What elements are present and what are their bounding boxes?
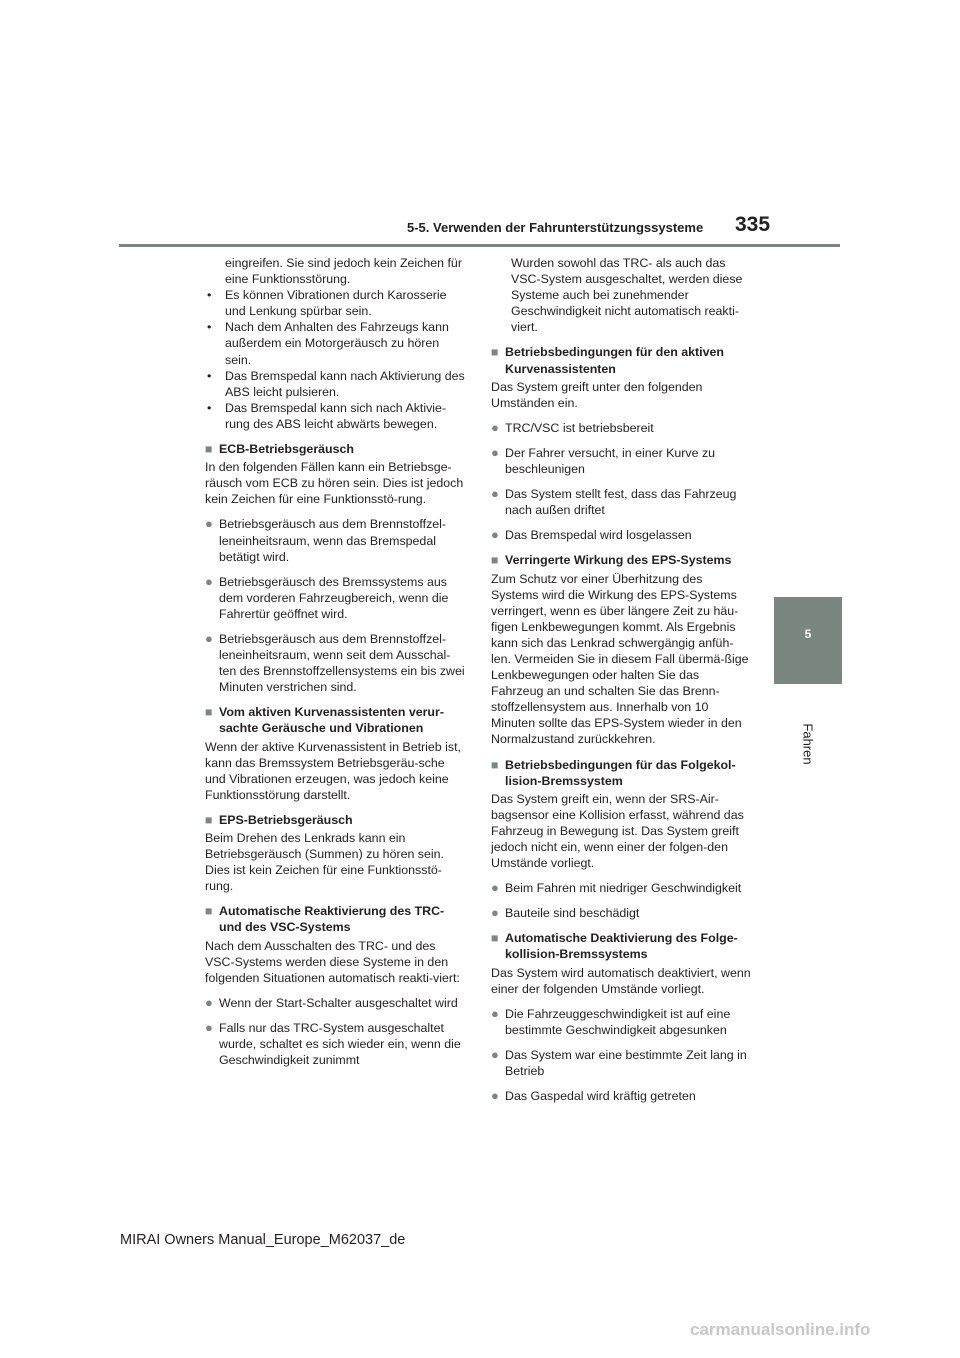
- section-title: 5-5. Verwenden der Fahrunterstützungssysteme: [407, 220, 704, 235]
- square-bullet-icon: ■: [491, 757, 499, 772]
- section-heading: ■ Betriebsbedingungen für den aktiven Kurvenassistenten: [491, 345, 724, 376]
- right-intro: Wurden sowohl das TRC- als auch das VSC-System ausgeschaltet, werden diese Systeme auch bei zunehmender Geschwindigkeit nicht automatisch reakti-viert.: [511, 256, 743, 335]
- list-item: ● Das System war eine bestimmte Zeit lang in Betrieb: [491, 1046, 747, 1079]
- list-item: • Nach dem Anhalten des Fahrzeugs kann außerdem ein Motorgeräusch zu hören sein.: [207, 320, 449, 367]
- square-bullet-icon: ■: [491, 345, 499, 360]
- circle-bullet-icon: ●: [491, 1046, 499, 1062]
- section-heading: ■ ECB-Betriebsgeräusch: [205, 442, 354, 457]
- square-bullet-icon: ■: [491, 931, 499, 946]
- circle-bullet-icon: ●: [491, 444, 499, 460]
- watermark: carmanualsonline.info: [690, 1320, 871, 1339]
- right-column: [491, 255, 751, 1113]
- section-heading: ■ Automatische Reaktivierung des TRC- und des VSC-Systems: [205, 904, 445, 935]
- section-heading: ■ Verringerte Wirkung des EPS-Systems: [491, 553, 732, 568]
- paragraph: Wenn der aktive Kurvenassistent in Betrieb ist, kann das Bremssystem Betriebsgeräu-sche und Vibrationen erzeugen, was jedoch keine Funktionsstörung darstellt.: [205, 739, 461, 802]
- circle-bullet-icon: ●: [491, 1005, 499, 1021]
- square-bullet-icon: ■: [205, 904, 213, 919]
- list-item: • Es können Vibrationen durch Karosserie und Lenkung spürbar sein.: [207, 288, 447, 319]
- section-heading: ■ EPS-Betriebsgeräusch: [205, 812, 353, 827]
- circle-bullet-icon: ●: [491, 905, 499, 921]
- square-bullet-icon: ■: [205, 705, 213, 720]
- circle-bullet-icon: ●: [205, 994, 213, 1010]
- chapter-tab-label: Fahren: [800, 723, 816, 765]
- circle-bullet-icon: ●: [205, 516, 213, 532]
- list-item: • Das Bremspedal kann nach Aktivierung des ABS leicht pulsieren.: [207, 368, 465, 399]
- list-item: • Das Bremspedal kann sich nach Aktivie-rung des ABS leicht abwärts bewegen.: [207, 400, 447, 431]
- section-heading: ■ Betriebsbedingungen für das Folgekol-lision-Bremssystem: [491, 757, 736, 788]
- section-heading: ■ Automatische Deaktivierung des Folge-kollision-Bremssystems: [491, 931, 738, 962]
- list-item: ● Das System stellt fest, dass das Fahrzeug nach außen driftet: [491, 486, 737, 518]
- circle-bullet-icon: ●: [491, 419, 499, 435]
- section-heading: ■ Vom aktiven Kurvenassistenten verur-sachte Geräusche und Vibrationen: [205, 705, 444, 736]
- circle-bullet-icon: ●: [491, 1088, 499, 1104]
- list-item: ● Das Gaspedal wird kräftig getreten: [491, 1088, 696, 1104]
- left-intro: eingreifen. Sie sind jedoch kein Zeichen für eine Funktionsstörung.: [225, 256, 462, 287]
- paragraph: Das System greift ein, wenn der SRS-Air-bagsensor eine Kollision erfasst, während das Fahrzeug in Bewegung ist. Das System greift jedoch nicht ein, wenn einer der folgen-den Umstände vorliegt.: [491, 791, 744, 871]
- paragraph: Zum Schutz vor einer Überhitzung des Systems wird die Wirkung des EPS-Systems verringert, wenn es über längere Zeit zu häu-figen Lenkbewegungen kommt. Als Ergebnis kann sich das Lenkrad schwergängig anfüh-len. Vermeiden Sie in diesem Fall übermä-ßige Lenkbewegungen oder halten Sie das Fahrzeug an und schalten Sie das Brenn-stoffzellensystem aus. Innerhalb von 10 Minuten sollte das EPS-System wieder in den Normalzustand zurückkehren.: [491, 571, 749, 747]
- square-bullet-icon: ■: [205, 442, 213, 457]
- chapter-tab-number: 5: [804, 627, 812, 641]
- circle-bullet-icon: ●: [205, 630, 213, 646]
- list-item: ● Betriebsgeräusch aus dem Brennstoffzel-leneinheitsraum, wenn seit dem Ausschal-ten des Brennstoffzellensystems ein bis zwei Minuten verstrichen sind.: [205, 630, 465, 695]
- list-item: ● Das Bremspedal wird losgelassen: [491, 527, 692, 543]
- list-item: ● Betriebsgeräusch des Bremssystems aus dem vorderen Fahrzeugbereich, wenn die Fahrertür geöffnet wird.: [205, 573, 449, 621]
- circle-bullet-icon: ●: [205, 573, 213, 589]
- square-bullet-icon: ■: [205, 812, 213, 827]
- list-item: ● Wenn der Start-Schalter ausgeschaltet wird: [205, 994, 458, 1010]
- footer-text: MIRAI Owners Manual_Europe_M62037_de: [120, 1232, 406, 1248]
- list-item: ● TRC/VSC ist betriebsbereit: [491, 419, 654, 435]
- square-bullet-icon: ■: [491, 553, 499, 568]
- paragraph: Das System wird automatisch deaktiviert, wenn einer der folgenden Umstände vorliegt.: [491, 965, 751, 996]
- list-item: ● Falls nur das TRC-System ausgeschaltet wurde, schaltet es sich wieder ein, wenn die Geschwindigkeit zunimmt: [205, 1019, 461, 1068]
- paragraph: Nach dem Ausschalten des TRC- und des VSC-Systems werden diese Systeme in den folgenden Situationen automatisch reakti-viert:: [205, 938, 460, 985]
- circle-bullet-icon: ●: [491, 486, 499, 502]
- list-item: ● Beim Fahren mit niedriger Geschwindigkeit: [491, 880, 742, 896]
- left-column: [205, 255, 465, 1077]
- circle-bullet-icon: ●: [491, 880, 499, 896]
- list-item: ● Betriebsgeräusch aus dem Brennstoffzel-leneinheitsraum, wenn das Bremspedal betätigt wird.: [205, 516, 447, 564]
- list-item: ● Bauteile sind beschädigt: [491, 905, 640, 921]
- circle-bullet-icon: ●: [491, 527, 499, 543]
- header-divider: [119, 244, 840, 247]
- list-item: ● Die Fahrzeuggeschwindigkeit ist auf eine bestimmte Geschwindigkeit abgesunken: [491, 1005, 731, 1037]
- list-item: ● Der Fahrer versucht, in einer Kurve zu beschleunigen: [491, 444, 716, 477]
- paragraph: Beim Drehen des Lenkrads kann ein Betriebsgeräusch (Summen) zu hören sein. Dies ist kein Zeichen für eine Funktionsstö-rung.: [205, 831, 444, 894]
- paragraph: In den folgenden Fällen kann ein Betriebsge-räusch vom ECB zu hören sein. Dies ist jedoch kein Zeichen für eine Funktionsstö-rung.: [205, 460, 464, 507]
- circle-bullet-icon: ●: [205, 1019, 213, 1035]
- paragraph: Das System greift unter den folgenden Umständen ein.: [491, 379, 703, 410]
- page-number: 335: [735, 213, 771, 236]
